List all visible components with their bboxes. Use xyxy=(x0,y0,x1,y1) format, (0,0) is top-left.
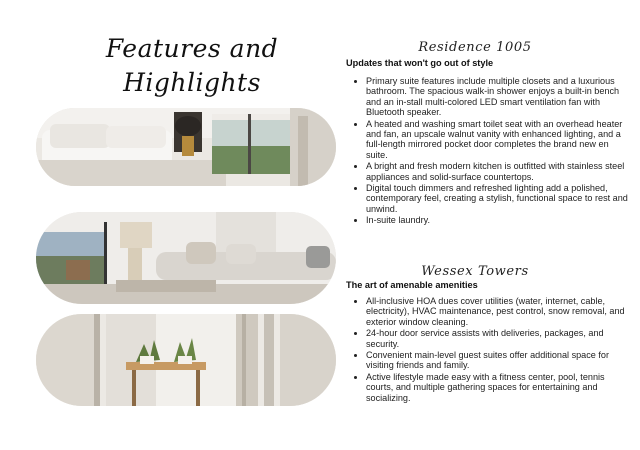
bedroom-photo xyxy=(36,108,336,186)
residence-feature-list xyxy=(346,76,628,227)
entryway-photo xyxy=(36,314,336,406)
residence-heading: Updates that won't go out of style xyxy=(346,58,494,68)
list-item: • A bright and fresh modern kitchen is outfitted with stainless steel appliances and solid-surface countertops. xyxy=(366,161,628,182)
list-item: • Digital touch dimmers and refreshed lighting add a polished, contemporary feel, creating a stylish, functional space to rest and unwind. xyxy=(366,183,628,214)
list-item: • 24-hour door service assists with deliveries, packages, and security. xyxy=(366,328,628,349)
residence-script-title: Residence 1005 xyxy=(418,40,532,55)
list-item: • A heated and washing smart toilet seat with an overhead heater and fan, an upscale walnut vanity with enhanced lighting, and a full-length mirrored pocket door completes the brand new en suite. xyxy=(366,119,628,161)
living-room-photo xyxy=(36,212,336,304)
list-item: • In-suite laundry. xyxy=(366,215,628,225)
list-item: • Convenient main-level guest suites offer additional space for visiting friends and family. xyxy=(366,350,628,371)
list-item: • Active lifestyle made easy with a fitness center, pool, tennis courts, and multiple gathering spaces for entertaining and socializing. xyxy=(366,372,628,403)
amenities-list xyxy=(346,296,628,404)
amenities-heading: The art of amenable amenities xyxy=(346,280,478,290)
page-title xyxy=(92,32,292,100)
title-line-1: Features and xyxy=(105,34,279,63)
list-item: • Primary suite features include multiple closets and a luxurious bathroom. The spacious walk-in shower enjoys a built-in bench and an in-stall multi-colored LED smart ventilation fan with Bluetooth speaker. xyxy=(366,76,628,118)
towers-script-title: Wessex Towers xyxy=(421,264,529,279)
title-line-2: Highlights xyxy=(123,68,261,97)
list-item: • All-inclusive HOA dues cover utilities (water, internet, cable, electricity), HVAC maintenance, pest control, snow removal, and exterior window cleaning. xyxy=(366,296,628,327)
